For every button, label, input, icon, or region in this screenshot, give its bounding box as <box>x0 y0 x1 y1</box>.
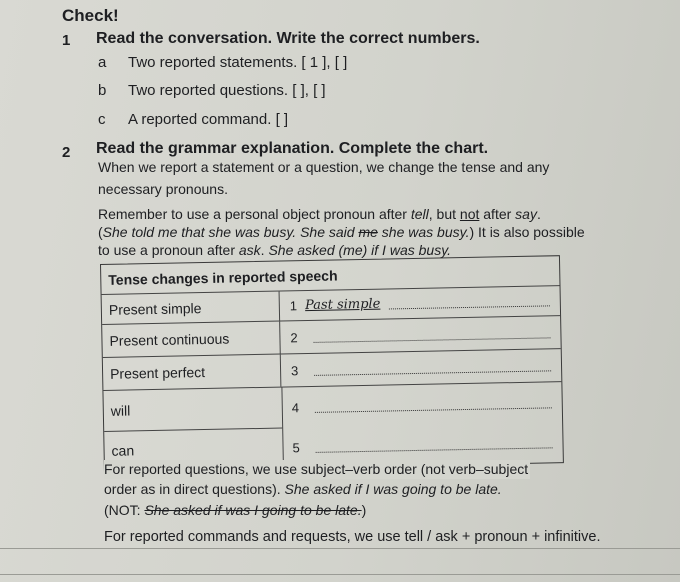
chart-row-4-tense: will <box>110 402 131 419</box>
chart-row-1-answer[interactable]: Past simple <box>304 296 381 314</box>
chart-row-5-tense: can <box>111 442 135 459</box>
chart-row-3-answer-cell <box>281 349 562 386</box>
note-line-3: (NOT: She asked if was I going to be late.) <box>104 502 367 518</box>
chart-row-4-answer-line <box>315 397 552 413</box>
q2-paragraph-1-line-1: When we report a statement or a question, we change the tense and any <box>98 159 550 175</box>
q2-number: 2 <box>62 144 71 161</box>
chart-row-1-number: 1 <box>289 298 298 314</box>
q2-paragraph-2-line-2: (She told me that she was busy. She said me she was busy.) It is also possible <box>98 224 585 240</box>
chart-row-5-answer-line <box>316 437 553 453</box>
q1-item-a-text: Two reported statements. [ 1 ], [ ] <box>128 54 348 71</box>
q2-paragraph-2-line-3: to use a pronoun after ask. She asked (me) if I was busy. <box>98 242 452 258</box>
chart-row-3-number: 3 <box>290 362 299 378</box>
tense-changes-chart <box>100 255 564 472</box>
chart-row-1-tense: Present simple <box>102 292 281 324</box>
q2-paragraph-1-line-2: necessary pronouns. <box>98 181 228 197</box>
q1-item-b-text: Two reported questions. [ ], [ ] <box>128 82 326 99</box>
ruled-line <box>0 548 680 549</box>
q1-item-c-text: A reported command. [ ] <box>128 111 289 128</box>
chart-row-2-answer-line <box>314 327 551 343</box>
note-line-2: order as in direct questions). She asked if I was going to be late. <box>104 481 502 497</box>
chart-row-4-number: 4 <box>291 399 300 415</box>
chart-row-3-tense: Present perfect <box>103 355 282 390</box>
page-title: Check! <box>62 6 119 25</box>
q2-paragraph-2-line-1: Remember to use a personal object pronoun after tell, but not after say. <box>98 206 541 222</box>
chart-row-5-number: 5 <box>292 439 300 455</box>
q2-heading: Read the grammar explanation. Complete the chart. <box>96 140 489 157</box>
chart-row-2-tense: Present continuous <box>102 322 281 357</box>
note-line-4: For reported commands and requests, we use tell / ask + pronoun + infinitive. <box>104 529 601 545</box>
chart-row-3-answer-line <box>314 360 551 376</box>
q1-heading: Read the conversation. Write the correct numbers. <box>96 30 480 47</box>
note-line-1: For reported questions, we use subject–verb order (not verb–subject <box>104 461 529 477</box>
chart-row-2-number: 2 <box>290 329 298 345</box>
chart-row-1-answer-line <box>388 295 550 309</box>
chart-row-1-answer-cell <box>280 286 561 320</box>
q1-item-b-letter: b <box>98 82 107 99</box>
q1-item-a-letter: a <box>98 54 107 71</box>
q1-number: 1 <box>62 32 71 49</box>
chart-row-2-answer-cell <box>280 316 561 353</box>
ruled-line <box>0 574 680 575</box>
chart-header: Tense changes in reported speech <box>101 256 559 295</box>
q1-item-c-letter: c <box>98 111 106 128</box>
chart-row-4-5-group <box>103 382 562 471</box>
chart-row-4-answer-cell <box>281 382 562 427</box>
